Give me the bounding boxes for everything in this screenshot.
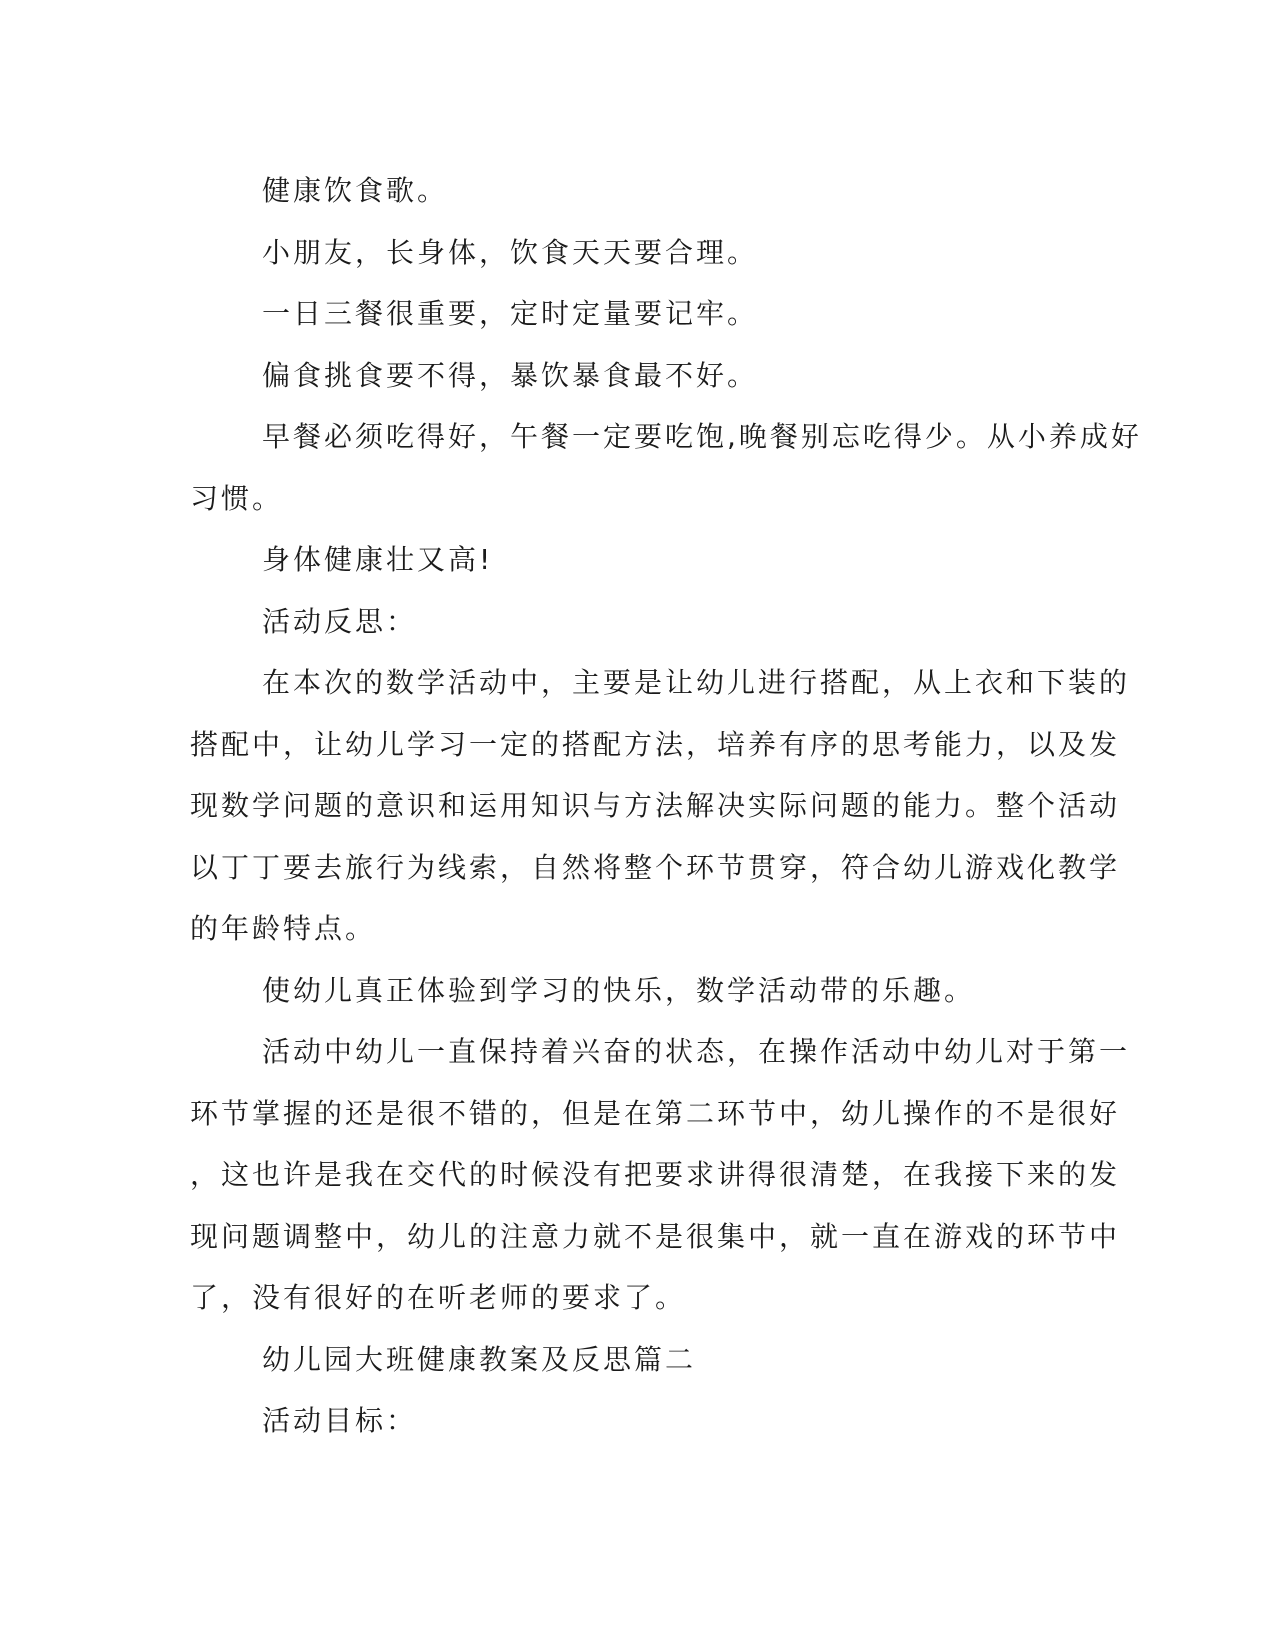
paragraph-line: 活动中幼儿一直保持着兴奋的状态，在操作活动中幼儿对于第一 xyxy=(262,1035,1131,1068)
paragraph-line: 搭配中，让幼儿学习一定的搭配方法，培养有序的思考能力，以及发 xyxy=(190,727,1121,761)
paragraph-line: 使幼儿真正体验到学习的快乐，数学活动带的乐趣。 xyxy=(262,973,976,1007)
song-line: 早餐必须吃得好，午餐一定要吃饱,晚餐别忘吃得少。从小养成好 xyxy=(262,420,1142,453)
song-line: 身体健康壮又高! xyxy=(262,543,494,576)
paragraph-line: 环节掌握的还是很不错的，但是在第二环节中，幼儿操作的不是很好 xyxy=(190,1096,1121,1130)
document-body xyxy=(190,160,1142,1452)
paragraph-line: 现数学问题的意识和运用知识与方法解决实际问题的能力。整个活动 xyxy=(190,789,1121,822)
song-line: 一日三餐很重要，定时定量要记牢。 xyxy=(262,297,759,330)
song-line: 小朋友，长身体，饮食天天要合理。 xyxy=(262,235,759,269)
paragraph-line: ，这也许是我在交代的时候没有把要求讲得很清楚，在我接下来的发 xyxy=(190,1158,1121,1191)
paragraph-line: 在本次的数学活动中，主要是让幼儿进行搭配，从上衣和下装的 xyxy=(262,666,1131,699)
paragraph-line: 以丁丁要去旅行为线索，自然将整个环节贯穿，符合幼儿游戏化教学 xyxy=(190,850,1121,884)
paragraph-line: 了，没有很好的在听老师的要求了。 xyxy=(190,1281,687,1314)
song-title: 健康饮食歌。 xyxy=(262,174,449,207)
paragraph-line: 现问题调整中，幼儿的注意力就不是很集中，就一直在游戏的环节中 xyxy=(190,1219,1121,1253)
section-heading-objectives: 活动目标： xyxy=(262,1404,418,1437)
paragraph-line: 的年龄特点。 xyxy=(190,912,377,945)
section-heading-reflection: 活动反思： xyxy=(262,604,418,638)
section-heading-part-two: 幼儿园大班健康教案及反思篇二 xyxy=(262,1342,697,1376)
song-line-continued: 习惯。 xyxy=(190,481,284,515)
song-line: 偏食挑食要不得，暴饮暴食最不好。 xyxy=(262,358,759,392)
